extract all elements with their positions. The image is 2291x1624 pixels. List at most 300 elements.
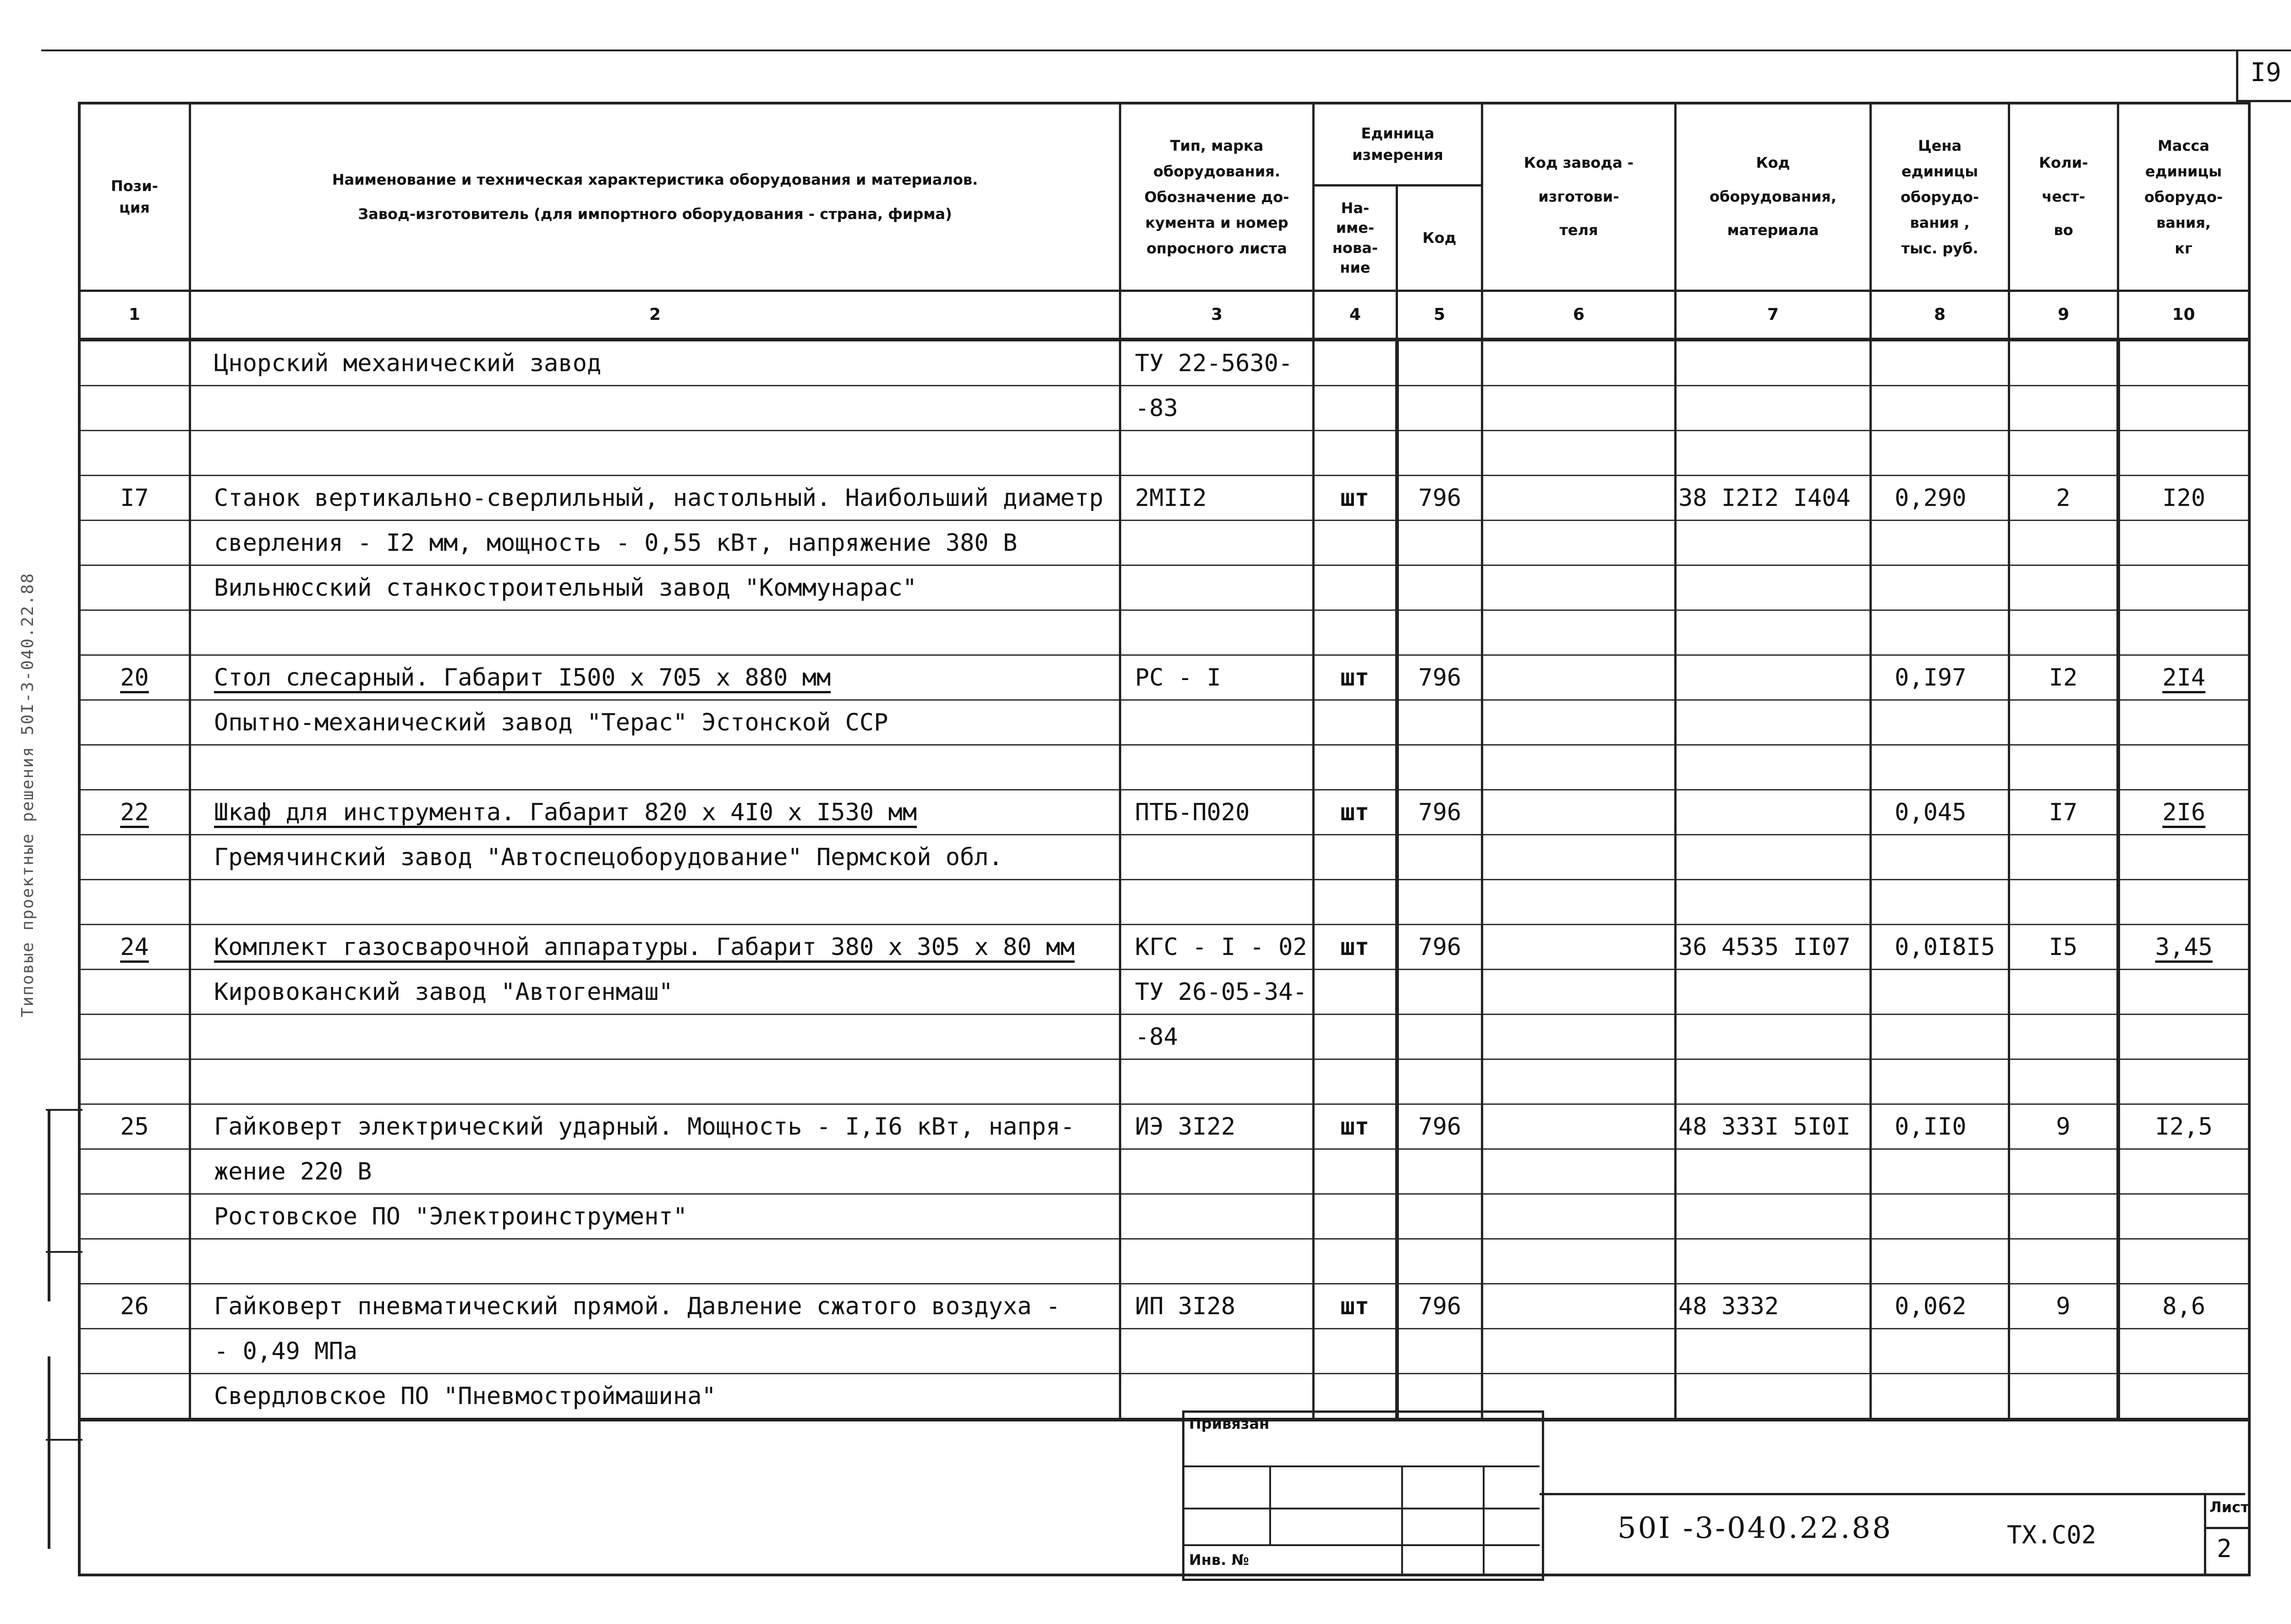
mass-cell [2118, 1015, 2249, 1059]
equipment-code-cell [1676, 1194, 1871, 1239]
equipment-code-cell [1676, 835, 1871, 880]
unit-name-cell [1314, 1194, 1397, 1239]
binding-dash [46, 1439, 82, 1441]
bound-label: Привязан [1189, 1415, 1270, 1432]
plant-code-cell [1482, 1329, 1676, 1374]
plant-code-cell [1482, 1104, 1676, 1149]
position-cell [79, 521, 190, 565]
binding-dash [46, 1251, 82, 1253]
name-cell: сверления - I2 мм, мощность - 0,55 кВт, напряжение 380 В [190, 521, 1120, 565]
price-cell: 0,062 [1871, 1284, 2009, 1329]
mass-cell [2118, 1374, 2249, 1420]
col-number: 4 [1314, 291, 1397, 340]
equipment-code-cell [1676, 1015, 1871, 1059]
plant-code-cell [1482, 700, 1676, 745]
quantity-cell: 9 [2009, 1104, 2118, 1149]
header-text: опросного листа [1146, 239, 1287, 257]
binding-mark [48, 1109, 50, 1301]
unit-name-cell [1314, 340, 1397, 386]
equipment-code-cell: 48 3332 [1676, 1284, 1871, 1329]
name-cell: Цнорский механический завод [190, 340, 1120, 386]
unit-code-cell [1397, 970, 1482, 1015]
price-cell [1871, 610, 2009, 655]
header-text: Обозначение до- [1144, 188, 1289, 206]
name-cell: Свердловское ПО "Пневмостроймашина" [190, 1374, 1120, 1420]
table-row [79, 1015, 2249, 1059]
header-text: вания , [1910, 214, 1970, 231]
table-row [79, 1284, 2249, 1329]
type-cell [1120, 745, 1314, 790]
quantity-cell [2009, 340, 2118, 386]
plant-code-cell [1482, 476, 1676, 521]
table-row [79, 790, 2249, 835]
position-cell [79, 1239, 190, 1284]
equipment-code-cell [1676, 655, 1871, 700]
price-cell: 0,0I8I5 [1871, 925, 2009, 970]
plant-code-cell [1482, 1149, 1676, 1194]
mass-cell [2118, 1329, 2249, 1374]
mass-cell [2118, 880, 2249, 925]
position-cell [79, 880, 190, 925]
type-cell: -83 [1120, 386, 1314, 431]
type-cell [1120, 1239, 1314, 1284]
unit-name-cell: шт [1314, 1104, 1397, 1149]
header-equipment-code [1676, 103, 1871, 291]
header-text: чест- [2042, 187, 2085, 205]
header-price [1871, 103, 2009, 291]
quantity-cell [2009, 880, 2118, 925]
table-row [79, 565, 2249, 610]
mass-cell [2118, 1149, 2249, 1194]
equipment-code-cell: 48 333I 5I0I [1676, 1104, 1871, 1149]
stamp-line [1483, 1465, 1485, 1576]
type-cell: РС - I [1120, 655, 1314, 700]
plant-code-cell [1482, 340, 1676, 386]
position-cell [79, 340, 190, 386]
unit-name-cell [1314, 386, 1397, 431]
equipment-code-cell [1676, 431, 1871, 476]
mass-cell [2118, 386, 2249, 431]
header-name [190, 103, 1120, 291]
plant-code-cell [1482, 925, 1676, 970]
price-cell [1871, 700, 2009, 745]
price-cell [1871, 1374, 2009, 1420]
type-cell [1120, 610, 1314, 655]
header-text: ция [119, 198, 150, 216]
col-number: 5 [1397, 291, 1482, 340]
name-cell [190, 880, 1120, 925]
col-number: 9 [2009, 291, 2118, 340]
plant-code-cell [1482, 610, 1676, 655]
table-row [79, 925, 2249, 970]
quantity-cell [2009, 431, 2118, 476]
inventory-label: Инв. № [1189, 1551, 1249, 1569]
equipment-code-cell [1676, 1239, 1871, 1284]
price-cell [1871, 970, 2009, 1015]
unit-code-cell: 796 [1397, 925, 1482, 970]
equipment-code-cell [1676, 521, 1871, 565]
table-row [79, 970, 2249, 1015]
quantity-cell [2009, 565, 2118, 610]
header-text: Код завода - [1524, 154, 1634, 172]
mass-cell: 8,6 [2118, 1284, 2249, 1329]
header-text: Тип, марка [1170, 137, 1264, 154]
plant-code-cell [1482, 386, 1676, 431]
header-quantity [2009, 103, 2118, 291]
col-number: 3 [1120, 291, 1314, 340]
header-text: оборудо- [1900, 188, 1979, 206]
position-cell [79, 1194, 190, 1239]
unit-code-cell: 796 [1397, 476, 1482, 521]
table-row [79, 431, 2249, 476]
table-row [79, 880, 2249, 925]
unit-name-cell [1314, 1149, 1397, 1194]
mass-cell [2118, 1059, 2249, 1104]
name-cell: Гремячинский завод "Автоспецоборудование" Пермской обл. [190, 835, 1120, 880]
top-rule [41, 49, 2291, 51]
position-cell [79, 970, 190, 1015]
quantity-cell [2009, 1374, 2118, 1420]
name-cell: Комплект газосварочной аппаратуры. Габарит 380 х 305 х 80 мм [190, 925, 1120, 970]
mass-cell [2118, 521, 2249, 565]
unit-name-cell [1314, 521, 1397, 565]
name-cell: Кировоканский завод "Автогенмаш" [190, 970, 1120, 1015]
quantity-cell [2009, 1149, 2118, 1194]
name-cell: Вильнюсский станкостроительный завод "Коммунарас" [190, 565, 1120, 610]
plant-code-cell [1482, 565, 1676, 610]
unit-code-cell [1397, 835, 1482, 880]
name-cell [190, 431, 1120, 476]
header-text: Цена [1918, 137, 1962, 154]
position-cell: 20 [79, 655, 190, 700]
table-row [79, 1149, 2249, 1194]
mass-cell [2118, 745, 2249, 790]
plant-code-cell [1482, 790, 1676, 835]
mass-cell: 2I4 [2118, 655, 2249, 700]
binding-mark [48, 1356, 50, 1549]
price-cell [1871, 880, 2009, 925]
header-plant-code [1482, 103, 1676, 291]
header-text: Завод-изготовитель (для импортного оборудования - страна, фирма) [358, 205, 952, 223]
header-text: измерения [1352, 146, 1443, 164]
price-cell: 0,I97 [1871, 655, 2009, 700]
table-row [79, 386, 2249, 431]
header-text: кумента и номер [1145, 214, 1288, 231]
header-text: единицы [2145, 162, 2222, 180]
unit-name-cell [1314, 970, 1397, 1015]
plant-code-cell [1482, 970, 1676, 1015]
mass-cell: I20 [2118, 476, 2249, 521]
position-cell: 25 [79, 1104, 190, 1149]
quantity-cell [2009, 1194, 2118, 1239]
unit-code-cell [1397, 431, 1482, 476]
equipment-code-cell [1676, 880, 1871, 925]
plant-code-cell [1482, 521, 1676, 565]
price-cell [1871, 1059, 2009, 1104]
name-cell [190, 1239, 1120, 1284]
equipment-code-cell [1676, 565, 1871, 610]
stamp-line [1401, 1465, 1403, 1576]
type-cell: ПТБ-П020 [1120, 790, 1314, 835]
unit-code-cell [1397, 521, 1482, 565]
price-cell [1871, 1015, 2009, 1059]
table-row [79, 700, 2249, 745]
mass-cell [2118, 700, 2249, 745]
equipment-code-cell [1676, 700, 1871, 745]
col-number: 6 [1482, 291, 1676, 340]
table-row [79, 1194, 2249, 1239]
position-cell: 26 [79, 1284, 190, 1329]
type-cell: 2МII2 [1120, 476, 1314, 521]
unit-code-cell [1397, 565, 1482, 610]
col-number: 2 [190, 291, 1120, 340]
position-cell [79, 431, 190, 476]
price-cell [1871, 1239, 2009, 1284]
unit-name-cell [1314, 610, 1397, 655]
unit-name-cell: шт [1314, 655, 1397, 700]
unit-name-cell [1314, 1329, 1397, 1374]
plant-code-cell [1482, 880, 1676, 925]
equipment-code-cell [1676, 1149, 1871, 1194]
title-line [2204, 1527, 2248, 1529]
equipment-code-cell [1676, 340, 1871, 386]
type-cell [1120, 1149, 1314, 1194]
price-cell: 0,045 [1871, 790, 2009, 835]
table-row [79, 655, 2249, 700]
unit-name-cell [1314, 431, 1397, 476]
quantity-cell [2009, 521, 2118, 565]
price-cell [1871, 1149, 2009, 1194]
header-unit-code [1397, 186, 1482, 291]
type-cell: ИЭ 3I22 [1120, 1104, 1314, 1149]
header-text: оборудо- [2144, 188, 2223, 206]
unit-name-cell [1314, 1239, 1397, 1284]
position-cell [79, 1059, 190, 1104]
header-unit-group [1314, 103, 1482, 186]
plant-code-cell [1482, 1015, 1676, 1059]
name-cell: Шкаф для инструмента. Габарит 820 х 4I0 х I530 мм [190, 790, 1120, 835]
price-cell [1871, 386, 2009, 431]
name-cell [190, 1015, 1120, 1059]
table-row [79, 476, 2249, 521]
header-text: оборудования. [1153, 162, 1280, 180]
header-text: единицы [1901, 162, 1979, 180]
position-cell [79, 386, 190, 431]
name-cell: Опытно-механический завод "Терас" Эстонской ССР [190, 700, 1120, 745]
mass-cell: 2I6 [2118, 790, 2249, 835]
unit-name-cell [1314, 835, 1397, 880]
header-mass [2118, 103, 2249, 291]
type-cell [1120, 521, 1314, 565]
header-text: Наименование и техническая характеристика оборудования и материалов. [332, 171, 978, 189]
unit-code-cell [1397, 386, 1482, 431]
position-cell [79, 1015, 190, 1059]
quantity-cell [2009, 970, 2118, 1015]
plant-code-cell [1482, 1059, 1676, 1104]
document-code: ТХ.С02 [2007, 1520, 2097, 1549]
mass-cell [2118, 431, 2249, 476]
unit-name-cell [1314, 1015, 1397, 1059]
stamp-line [1269, 1465, 1271, 1546]
type-cell: КГС - I - 02 [1120, 925, 1314, 970]
stamp-line [1182, 1465, 1540, 1467]
mass-cell [2118, 1239, 2249, 1284]
quantity-cell [2009, 835, 2118, 880]
header-text: нова- [1332, 239, 1378, 257]
position-cell: 24 [79, 925, 190, 970]
name-cell: Гайковерт пневматический прямой. Давление сжатого воздуха - [190, 1284, 1120, 1329]
mass-cell: 3,45 [2118, 925, 2249, 970]
unit-code-cell [1397, 1149, 1482, 1194]
equipment-code-cell [1676, 970, 1871, 1015]
mass-cell [2118, 565, 2249, 610]
type-cell [1120, 565, 1314, 610]
unit-code-cell [1397, 700, 1482, 745]
unit-code-cell [1397, 745, 1482, 790]
price-cell: 0,290 [1871, 476, 2009, 521]
mass-cell [2118, 1194, 2249, 1239]
equipment-code-cell [1676, 1374, 1871, 1420]
plant-code-cell [1482, 1239, 1676, 1284]
unit-code-cell [1397, 1059, 1482, 1104]
type-cell: -84 [1120, 1015, 1314, 1059]
header-text: ние [1340, 258, 1370, 276]
equipment-code-cell [1676, 745, 1871, 790]
stamp-line [1182, 1508, 1540, 1509]
header-text: теля [1559, 221, 1598, 239]
price-cell [1871, 1329, 2009, 1374]
table-row [79, 521, 2249, 565]
quantity-cell [2009, 700, 2118, 745]
plant-code-cell [1482, 835, 1676, 880]
header-text: Код [1422, 229, 1457, 247]
plant-code-cell [1482, 1284, 1676, 1329]
unit-code-cell: 796 [1397, 655, 1482, 700]
table-row [79, 1329, 2249, 1374]
name-cell [190, 386, 1120, 431]
plant-code-cell [1482, 1194, 1676, 1239]
position-cell [79, 835, 190, 880]
unit-code-cell: 796 [1397, 1284, 1482, 1329]
name-cell: Стол слесарный. Габарит I500 х 705 х 880 мм [190, 655, 1120, 700]
unit-code-cell [1397, 880, 1482, 925]
unit-name-cell [1314, 1059, 1397, 1104]
type-cell [1120, 1059, 1314, 1104]
quantity-cell [2009, 386, 2118, 431]
type-cell [1120, 1329, 1314, 1374]
unit-name-cell: шт [1314, 476, 1397, 521]
side-stamp-text: Типовые проектные решения 50I-3-040.22.88 [18, 572, 37, 1017]
type-cell: ТУ 22-5630- [1120, 340, 1314, 386]
table-row [79, 340, 2249, 386]
equipment-code-cell [1676, 790, 1871, 835]
unit-name-cell: шт [1314, 925, 1397, 970]
quantity-cell [2009, 745, 2118, 790]
position-cell [79, 700, 190, 745]
header-text: тыс. руб. [1901, 239, 1979, 257]
header-text: Пози- [110, 177, 159, 195]
plant-code-cell [1482, 431, 1676, 476]
header-type [1120, 103, 1314, 291]
col-number: 8 [1871, 291, 2009, 340]
page-number-box [2236, 49, 2291, 102]
quantity-cell: I2 [2009, 655, 2118, 700]
unit-name-cell: шт [1314, 790, 1397, 835]
name-cell [190, 610, 1120, 655]
name-cell: Ростовское ПО "Электроинструмент" [190, 1194, 1120, 1239]
table-row [79, 1239, 2249, 1284]
header-text: име- [1336, 219, 1375, 237]
header-text: во [2054, 221, 2073, 239]
name-cell: жение 220 В [190, 1149, 1120, 1194]
mass-cell [2118, 610, 2249, 655]
plant-code-cell [1482, 655, 1676, 700]
table-row [79, 1104, 2249, 1149]
col-number: 1 [79, 291, 190, 340]
table-row [79, 835, 2249, 880]
name-cell: Станок вертикально-сверлильный, настольный. Наибольший диаметр [190, 476, 1120, 521]
quantity-cell [2009, 1329, 2118, 1374]
title-line [2204, 1493, 2206, 1576]
table-row [79, 1059, 2249, 1104]
binding-dash [46, 1109, 82, 1111]
type-cell [1120, 835, 1314, 880]
quantity-cell [2009, 610, 2118, 655]
position-cell [79, 1329, 190, 1374]
header-unit-name [1314, 186, 1397, 291]
table-row [79, 745, 2249, 790]
header-text: Код [1756, 154, 1790, 172]
name-cell [190, 1059, 1120, 1104]
header-text: кг [2175, 239, 2192, 257]
col-number: 10 [2118, 291, 2249, 340]
unit-name-cell [1314, 745, 1397, 790]
unit-code-cell [1397, 1194, 1482, 1239]
type-cell: ИП 3I28 [1120, 1284, 1314, 1329]
table-body [79, 340, 2249, 1420]
table-row [79, 610, 2249, 655]
specification-table [78, 102, 2250, 1421]
price-cell [1871, 745, 2009, 790]
sheet-label: Лист [2209, 1498, 2249, 1516]
mass-cell [2118, 970, 2249, 1015]
header-position [79, 103, 190, 291]
mass-cell [2118, 835, 2249, 880]
name-cell: - 0,49 МПа [190, 1329, 1120, 1374]
stamp-line [1182, 1544, 1540, 1546]
header-text: Масса [2158, 137, 2209, 154]
unit-name-cell: шт [1314, 1284, 1397, 1329]
quantity-cell: 2 [2009, 476, 2118, 521]
quantity-cell: I7 [2009, 790, 2118, 835]
header-text: Единица [1361, 125, 1435, 143]
name-cell [190, 745, 1120, 790]
unit-name-cell [1314, 880, 1397, 925]
header-text: материала [1727, 221, 1819, 239]
header-text: На- [1341, 199, 1370, 217]
equipment-code-cell: 36 4535 II07 [1676, 925, 1871, 970]
quantity-cell [2009, 1059, 2118, 1104]
table-row [79, 1374, 2249, 1420]
col-number: 7 [1676, 291, 1871, 340]
price-cell [1871, 340, 2009, 386]
header-text: оборудования, [1710, 187, 1836, 205]
type-cell [1120, 431, 1314, 476]
unit-code-cell: 796 [1397, 790, 1482, 835]
plant-code-cell [1482, 745, 1676, 790]
equipment-code-cell [1676, 1329, 1871, 1374]
position-cell [79, 1149, 190, 1194]
